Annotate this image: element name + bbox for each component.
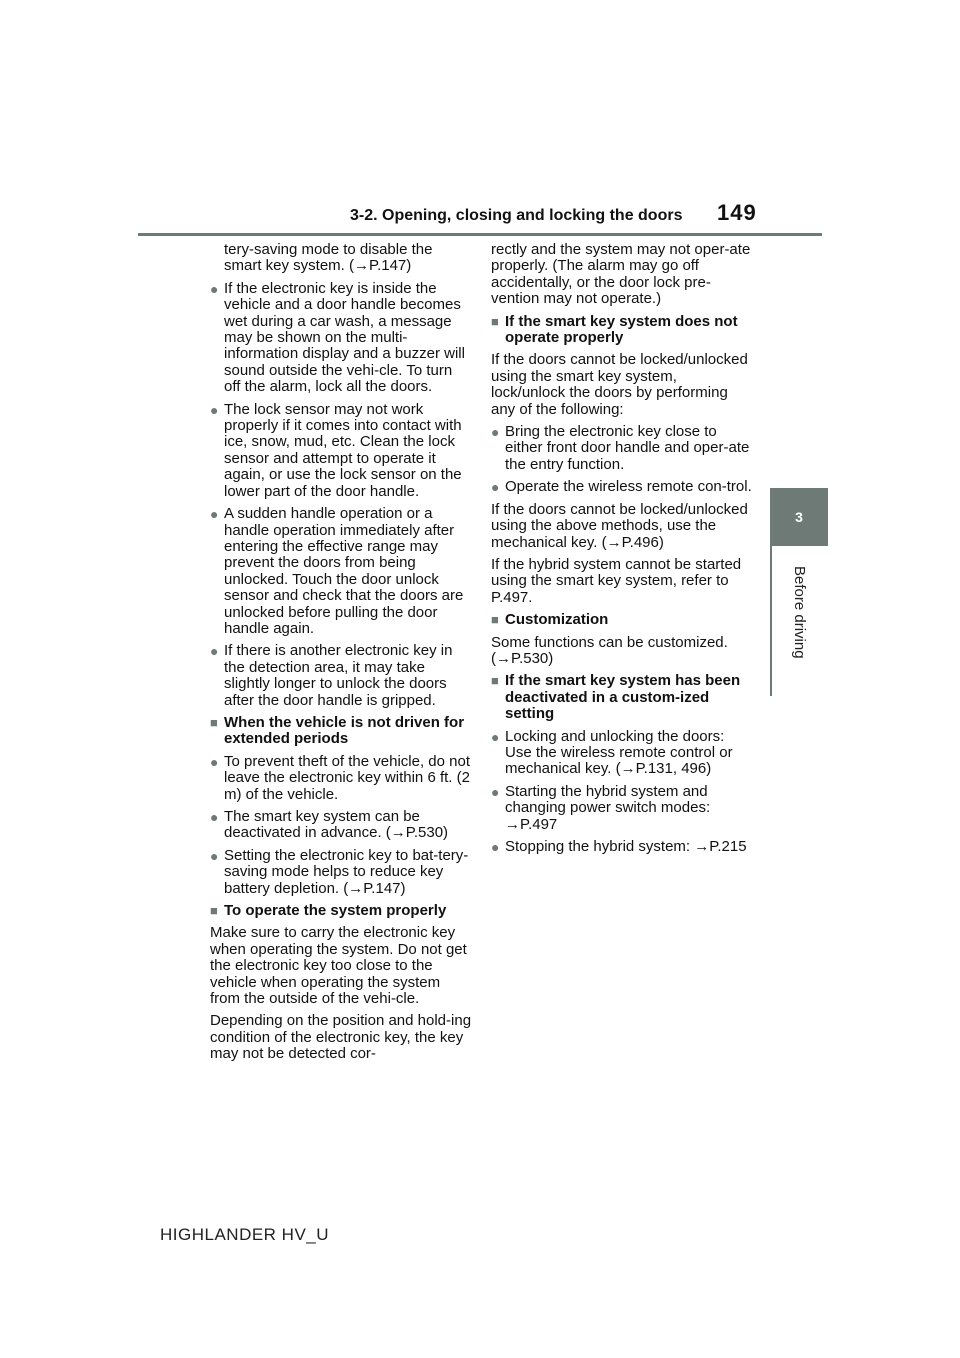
bullet-item: ● Stopping the hybrid system: →P.215 [491,839,753,855]
left-column [210,242,472,1069]
bullet-item: ● Operate the wireless remote con-trol. [491,479,753,495]
paragraph: Depending on the position and hold-ing condition of the electronic key, the key may not be detected cor- [210,1012,472,1063]
bullet-item: ● Locking and unlocking the doors: Use the wireless remote control or mechanical key. (→P.131, 496) [491,729,753,778]
header-divider [138,233,822,236]
subheading: ■ When the vehicle is not driven for extended periods [210,715,472,748]
bullet-item: ● If there is another electronic key in the detection area, it may take slightly longer to unlock the doors after the door handle is gripped. [210,643,472,709]
bullet-item: ● Starting the hybrid system and changing power switch modes: →P.497 [491,784,753,833]
bullet-item: ● The lock sensor may not work properly if it comes into contact with ice, snow, mud, etc. Clean the lock sensor and attempt to operate it again, or use the lock sensor on the lower part of the door handle. [210,402,472,500]
subheading: ■ If the smart key system has been deactivated in a custom-ized setting [491,673,753,722]
chapter-tab [770,488,828,546]
chapter-title: Before driving [791,566,808,659]
section-title: 3-2. Opening, closing and locking the doors [350,207,683,224]
paragraph: Some functions can be customized. (→P.530) [491,633,728,667]
chapter-tab-rule [770,546,772,696]
bullet-item: ● The smart key system can be deactivated in advance. (→P.530) [210,809,472,842]
continued-text: tery-saving mode to disable the smart key system. (→P.147) [224,241,433,275]
subheading: ■ Customization [491,612,753,628]
bullet-item: ● To prevent theft of the vehicle, do not leave the electronic key within 6 ft. (2 m) of the vehicle. [210,754,472,803]
subheading: ■ To operate the system properly [210,903,472,919]
paragraph: rectly and the system may not oper-ate properly. (The alarm may go off accidentally, or the door lock pre-vention may not operate.) [491,241,751,308]
right-column [491,242,753,861]
subheading: ■ If the smart key system does not operate properly [491,314,753,347]
paragraph: If the hybrid system cannot be started using the smart key system, refer to P.497. [491,555,742,606]
bullet-item: ● Setting the electronic key to bat-tery-saving mode helps to reduce key battery depletion. (→P.147) [210,848,472,897]
footer-model-name: HIGHLANDER HV_U [160,1225,330,1244]
bullet-item: ● If the electronic key is inside the vehicle and a door handle becomes wet during a car wash, a message may be shown on the multi-information display and a buzzer will sound outside the vehi-cle. To turn off the alarm, lock all the doors. [210,281,472,396]
paragraph: If the doors cannot be locked/unlocked using the smart key system, lock/unlock the doors by performing any of the following: [491,351,748,418]
paragraph: Make sure to carry the electronic key when operating the system. Do not get the electronic key too close to the vehicle when operating the system from the outside of the vehi-cle. [210,924,467,1008]
page-number: 149 [717,200,757,225]
bullet-item: ● A sudden handle operation or a handle operation immediately after entering the effective range may prevent the doors from being unlocked. Touch the door unlock sensor and check that the doors are unlocked before pulling the door handle again. [210,506,472,637]
bullet-item: ● Bring the electronic key close to either front door handle and oper-ate the entry function. [491,424,753,473]
chapter-number: 3 [795,509,803,525]
paragraph: If the doors cannot be locked/unlocked using the above methods, use the mechanical key. (→P.496) [491,500,748,551]
